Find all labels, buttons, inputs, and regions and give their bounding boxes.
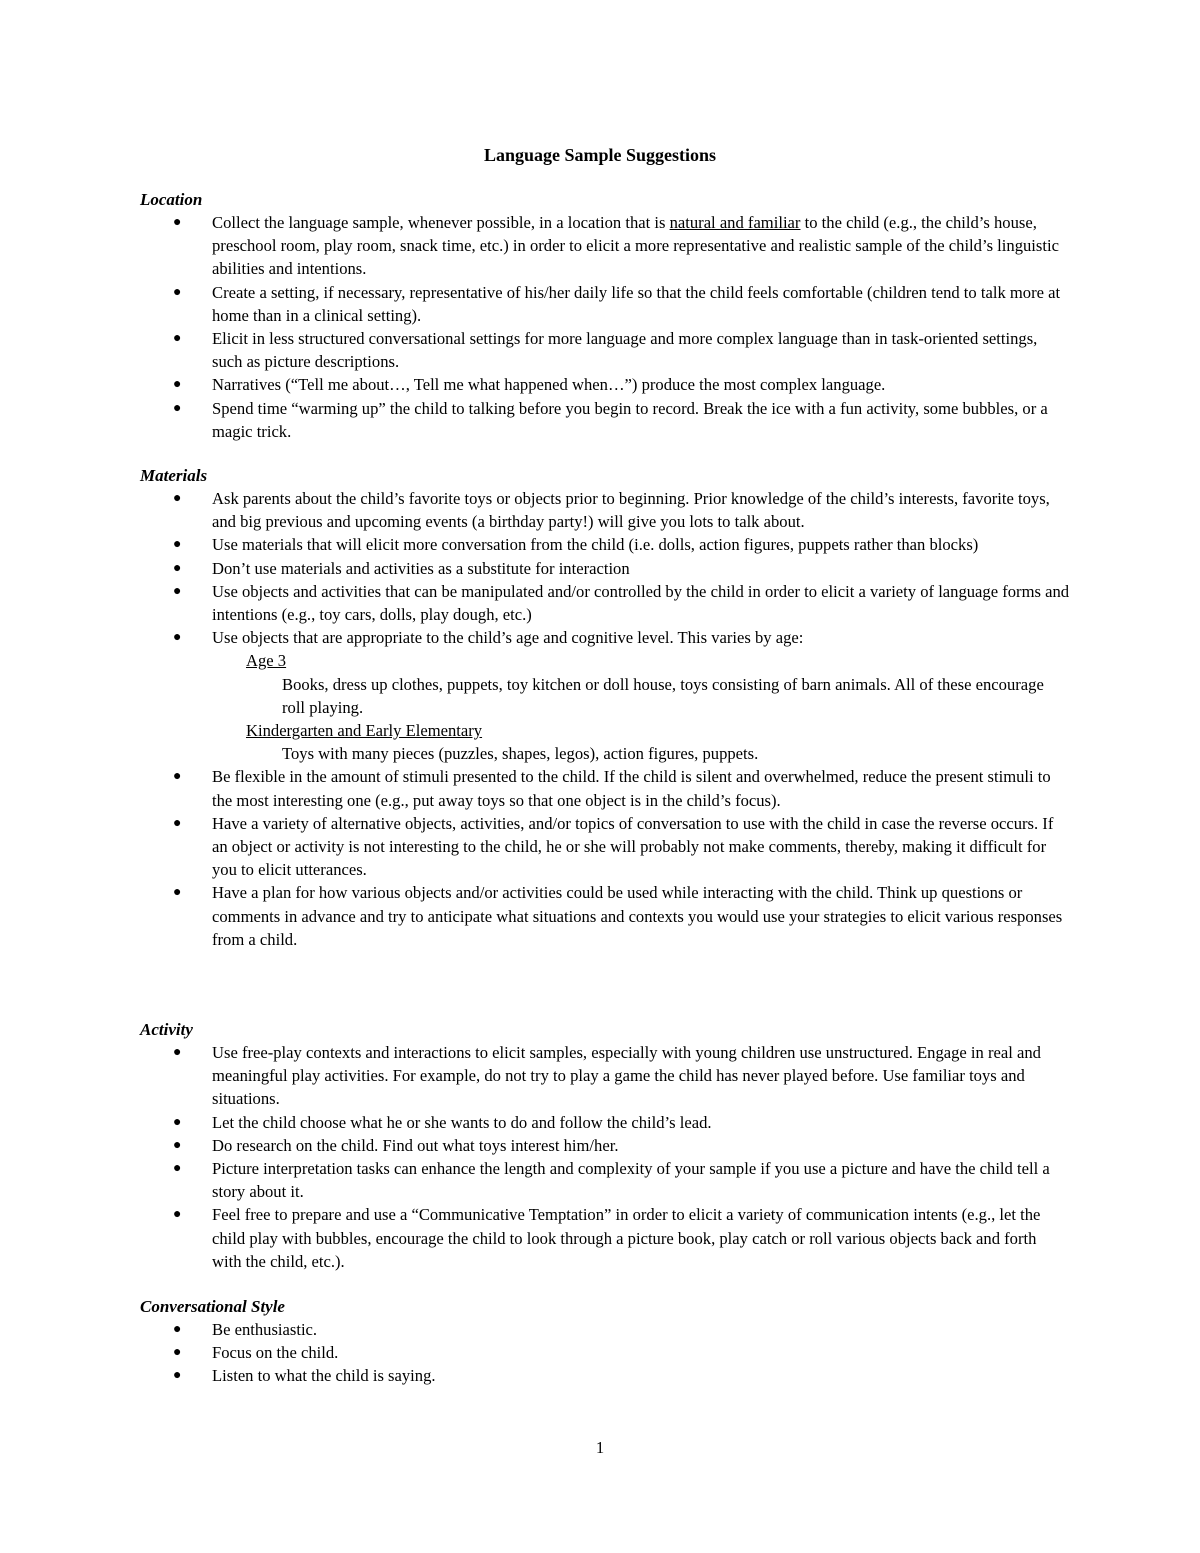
item-text: Be enthusiastic. bbox=[212, 1320, 318, 1339]
item-text: Feel free to prepare and use a “Communicative Temptation” in order to elicit a variety of communication intents (e.g., let the child play with bubbles, encourage the child to look through a picture book, play catch or roll various objects back and forth with the child, etc.). bbox=[212, 1205, 1041, 1271]
list-item bbox=[140, 626, 1070, 649]
bullet-icon: ● bbox=[173, 1368, 182, 1384]
list-item bbox=[140, 765, 1070, 811]
materials-list-continued bbox=[140, 765, 1070, 951]
location-list bbox=[140, 211, 1070, 443]
bullet-icon: ● bbox=[173, 1322, 182, 1337]
list-item bbox=[140, 1111, 1070, 1134]
bullet-icon: ● bbox=[173, 331, 182, 347]
list-item bbox=[140, 557, 1070, 580]
bullet-icon: ● bbox=[173, 630, 182, 646]
list-item bbox=[140, 580, 1070, 626]
section-heading-location: Location bbox=[140, 190, 203, 209]
item-text: Use free-play contexts and interactions to elicit samples, especially with young children use unstructured. Engage in real and meaningful play activities. For example, do not try to play a game the child has never played before. Use familiar toys and situations. bbox=[212, 1043, 1041, 1109]
item-text: Elicit in less structured conversational settings for more language and more complex language than in task-oriented settings, such as picture descriptions. bbox=[212, 329, 1038, 372]
list-item bbox=[140, 1041, 1070, 1111]
bullet-icon: ● bbox=[173, 769, 182, 785]
item-text: Don’t use materials and activities as a substitute for interaction bbox=[212, 558, 630, 578]
conversational-style-list bbox=[140, 1318, 1070, 1388]
page-number: 1 bbox=[595, 1438, 605, 1457]
item-text: Focus on the child. bbox=[212, 1343, 339, 1363]
bullet-icon: ● bbox=[173, 284, 182, 300]
list-item bbox=[140, 1157, 1070, 1203]
bullet-icon: ● bbox=[173, 215, 182, 230]
bullet-icon: ● bbox=[173, 537, 182, 553]
list-item bbox=[140, 373, 1070, 396]
item-text: Narratives (“Tell me about…, Tell me what happened when…”) produce the most complex language. bbox=[212, 375, 886, 395]
section-activity bbox=[140, 1018, 1070, 1273]
list-item bbox=[140, 533, 1070, 556]
list-item bbox=[140, 881, 1070, 951]
bullet-icon: ● bbox=[173, 583, 182, 599]
item-text: Have a plan for how various objects and/or activities could be used while interacting with the child. Think up questions or comments in advance and try to anticipate what situations and contexts you would use your strategies to elicit various responses from a child. bbox=[212, 883, 1063, 949]
bullet-icon: ● bbox=[173, 1045, 182, 1060]
bullet-icon: ● bbox=[173, 1207, 182, 1223]
section-location bbox=[140, 188, 1070, 443]
list-item bbox=[140, 1341, 1070, 1364]
list-item bbox=[140, 397, 1070, 443]
item-text: to the child (e.g., the child’s house, preschool room, play room, snack time, etc.) in order to elicit a more representative and realistic sample of the child’s linguistic abilities and intentions. bbox=[212, 213, 1059, 279]
item-text: Listen to what the child is saying. bbox=[212, 1366, 436, 1386]
bullet-icon: ● bbox=[173, 377, 182, 393]
section-materials bbox=[140, 464, 1070, 951]
bullet-icon: ● bbox=[173, 560, 182, 576]
activity-list bbox=[140, 1041, 1070, 1273]
list-item bbox=[140, 281, 1070, 327]
age-group-text: Toys with many pieces (puzzles, shapes, legos), action figures, puppets. bbox=[282, 744, 759, 764]
bullet-icon: ● bbox=[173, 400, 182, 416]
document-title: Language Sample Suggestions bbox=[483, 145, 717, 165]
bullet-icon: ● bbox=[173, 885, 182, 901]
materials-list bbox=[140, 487, 1070, 649]
bullet-icon: ● bbox=[173, 491, 182, 506]
age-group-label: Kindergarten and Early Elementary bbox=[246, 721, 483, 741]
bullet-icon: ● bbox=[173, 1161, 182, 1177]
item-text-underlined: natural and familiar bbox=[669, 213, 801, 232]
list-item bbox=[140, 327, 1070, 373]
bullet-icon: ● bbox=[173, 1345, 182, 1361]
bullet-icon: ● bbox=[173, 815, 182, 831]
item-text: Create a setting, if necessary, representative of his/her daily life so that the child feels comfortable (children tend to talk more at home than in a clinical setting). bbox=[212, 282, 1061, 325]
section-heading-conversational-style: Conversational Style bbox=[140, 1297, 285, 1316]
list-item bbox=[140, 1134, 1070, 1157]
list-item bbox=[140, 487, 1070, 533]
list-item bbox=[140, 1318, 1070, 1341]
bullet-icon: ● bbox=[173, 1114, 182, 1130]
age-group-text: Books, dress up clothes, puppets, toy kitchen or doll house, toys consisting of barn animals. All of these encourage roll playing. bbox=[282, 674, 1044, 717]
item-text: Do research on the child. Find out what toys interest him/her. bbox=[212, 1135, 619, 1155]
item-text: Use objects and activities that can be manipulated and/or controlled by the child in order to elicit a variety of language forms and intentions (e.g., toy cars, dolls, play dough, etc.) bbox=[212, 581, 1070, 625]
item-text: Picture interpretation tasks can enhance the length and complexity of your sample if you use a picture and have the child tell a story about it. bbox=[212, 1159, 1050, 1202]
section-heading-activity: Activity bbox=[140, 1020, 193, 1039]
item-text: Be flexible in the amount of stimuli presented to the child. If the child is silent and overwhelmed, reduce the present stimuli to the most interesting one (e.g., put away toys so that one object is in the child’s focus). bbox=[212, 767, 1051, 810]
item-text: Ask parents about the child’s favorite toys or objects prior to beginning. Prior knowledge of the child’s interests, favorite toys, and big previous and upcoming events (a birthday party!) will give you lots to talk about. bbox=[212, 489, 1050, 532]
list-item bbox=[140, 812, 1070, 882]
section-heading-materials: Materials bbox=[140, 466, 208, 485]
item-text: Spend time “warming up” the child to talking before you begin to record. Break the ice with a fun activity, some bubbles, or a magic trick. bbox=[212, 398, 1048, 441]
item-text: Let the child choose what he or she wants to do and follow the child’s lead. bbox=[212, 1112, 712, 1132]
section-conversational-style bbox=[140, 1295, 1070, 1388]
item-text: Use objects that are appropriate to the child’s age and cognitive level. This varies by age: bbox=[212, 628, 804, 648]
list-item bbox=[140, 1364, 1070, 1387]
item-text: Have a variety of alternative objects, activities, and/or topics of conversation to use with the child in case the reverse occurs. If an object or activity is not interesting to the child, he or she will probably not make comments, thereby, making it difficult for you to elicit utterances. bbox=[212, 813, 1054, 880]
list-item bbox=[140, 1203, 1070, 1273]
list-item bbox=[140, 211, 1070, 281]
item-text: Use materials that will elicit more conversation from the child (i.e. dolls, action figures, puppets rather than blocks) bbox=[212, 535, 979, 555]
bullet-icon: ● bbox=[173, 1137, 182, 1153]
age-group-label: Age 3 bbox=[246, 651, 287, 671]
item-text: Collect the language sample, whenever possible, in a location that is bbox=[212, 213, 670, 232]
